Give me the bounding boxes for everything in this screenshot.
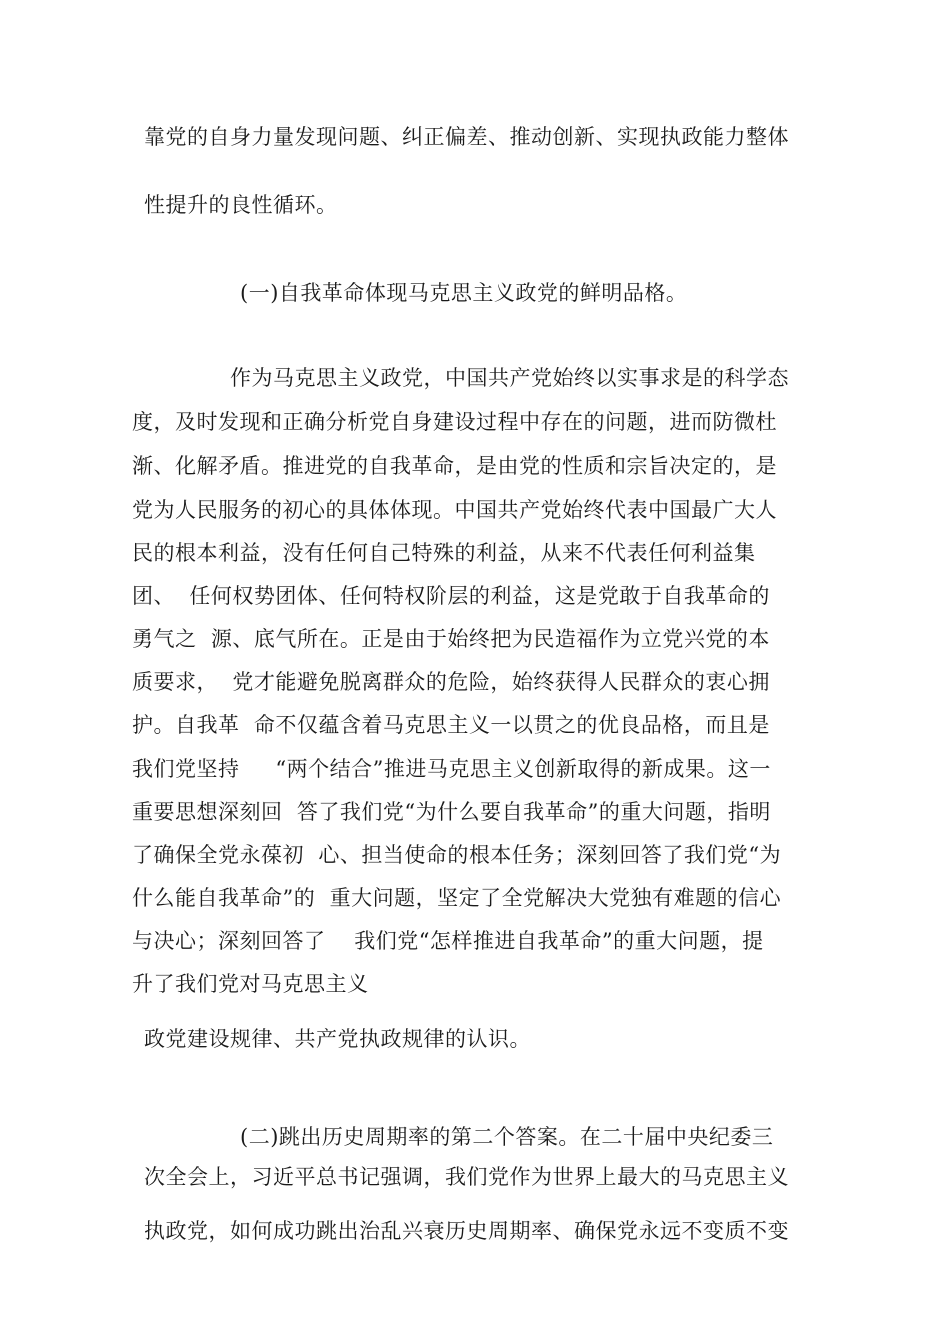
- intro-line: 性提升的良性循环。: [144, 193, 338, 217]
- paragraph-line: 团、 任何权势团体、任何特权阶层的利益，这是党敢于自我革命的: [132, 584, 770, 608]
- paragraph-line: 民的根本利益，没有任何自己特殊的利益，从来不代表任何利益集: [132, 541, 756, 565]
- paragraph-line: 与决心；深刻回答了 我们党“怎样推进自我革命”的重大问题，提: [132, 929, 764, 953]
- paragraph-line: 渐、化解矛盾。推进党的自我革命，是由党的性质和宗旨决定的，是: [132, 454, 777, 478]
- paragraph-line: 次全会上，习近平总书记强调，我们党作为世界上最大的马克思主义: [144, 1165, 789, 1189]
- paragraph-line: 度，及时发现和正确分析党自身建设过程中存在的问题，进而防微杜: [132, 410, 777, 434]
- paragraph-line: 了确保全党永葆初 心、担当使命的根本任务；深刻回答了我们党“为: [132, 843, 782, 867]
- paragraph-line: 我们党坚持 “两个结合”推进马克思主义创新取得的新成果。这一: [132, 757, 771, 781]
- paragraph-line: 勇气之 源、底气所在。正是由于始终把为民造福作为立党兴党的本: [132, 627, 770, 651]
- paragraph-line: 护。自我革 命不仅蕴含着马克思主义一以贯之的优良品格，而且是: [132, 713, 770, 737]
- paragraph-line: 执政党，如何成功跳出治乱兴衰历史周期率、确保党永远不变质不变: [144, 1219, 789, 1243]
- intro-line: 靠党的自身力量发现问题、纠正偏差、推动创新、实现执政能力整体: [144, 125, 789, 149]
- paragraph-line: 质要求， 党才能避免脱离群众的危险，始终获得人民群众的衷心拥: [132, 670, 770, 694]
- paragraph-line: 政党建设规律、共产党执政规律的认识。: [144, 1027, 531, 1051]
- paragraph-line: 作为马克思主义政党，中国共产党始终以实事求是的科学态: [230, 366, 789, 390]
- section-heading: (二)跳出历史周期率的第二个答案。在二十届中央纪委三: [240, 1125, 774, 1149]
- paragraph-line: 党为人民服务的初心的具体体现。中国共产党始终代表中国最广大人: [132, 498, 777, 522]
- paragraph-line: 升了我们党对马克思主义: [132, 972, 369, 996]
- paragraph-line: 重要思想深刻回 答了我们党“为什么要自我革命”的重大问题，指明: [132, 800, 771, 824]
- paragraph-line: 什么能自我革命”的 重大问题，坚定了全党解决大党独有难题的信心: [132, 886, 782, 910]
- section-heading: (一)自我革命体现马克思主义政党的鲜明品格。: [240, 281, 688, 305]
